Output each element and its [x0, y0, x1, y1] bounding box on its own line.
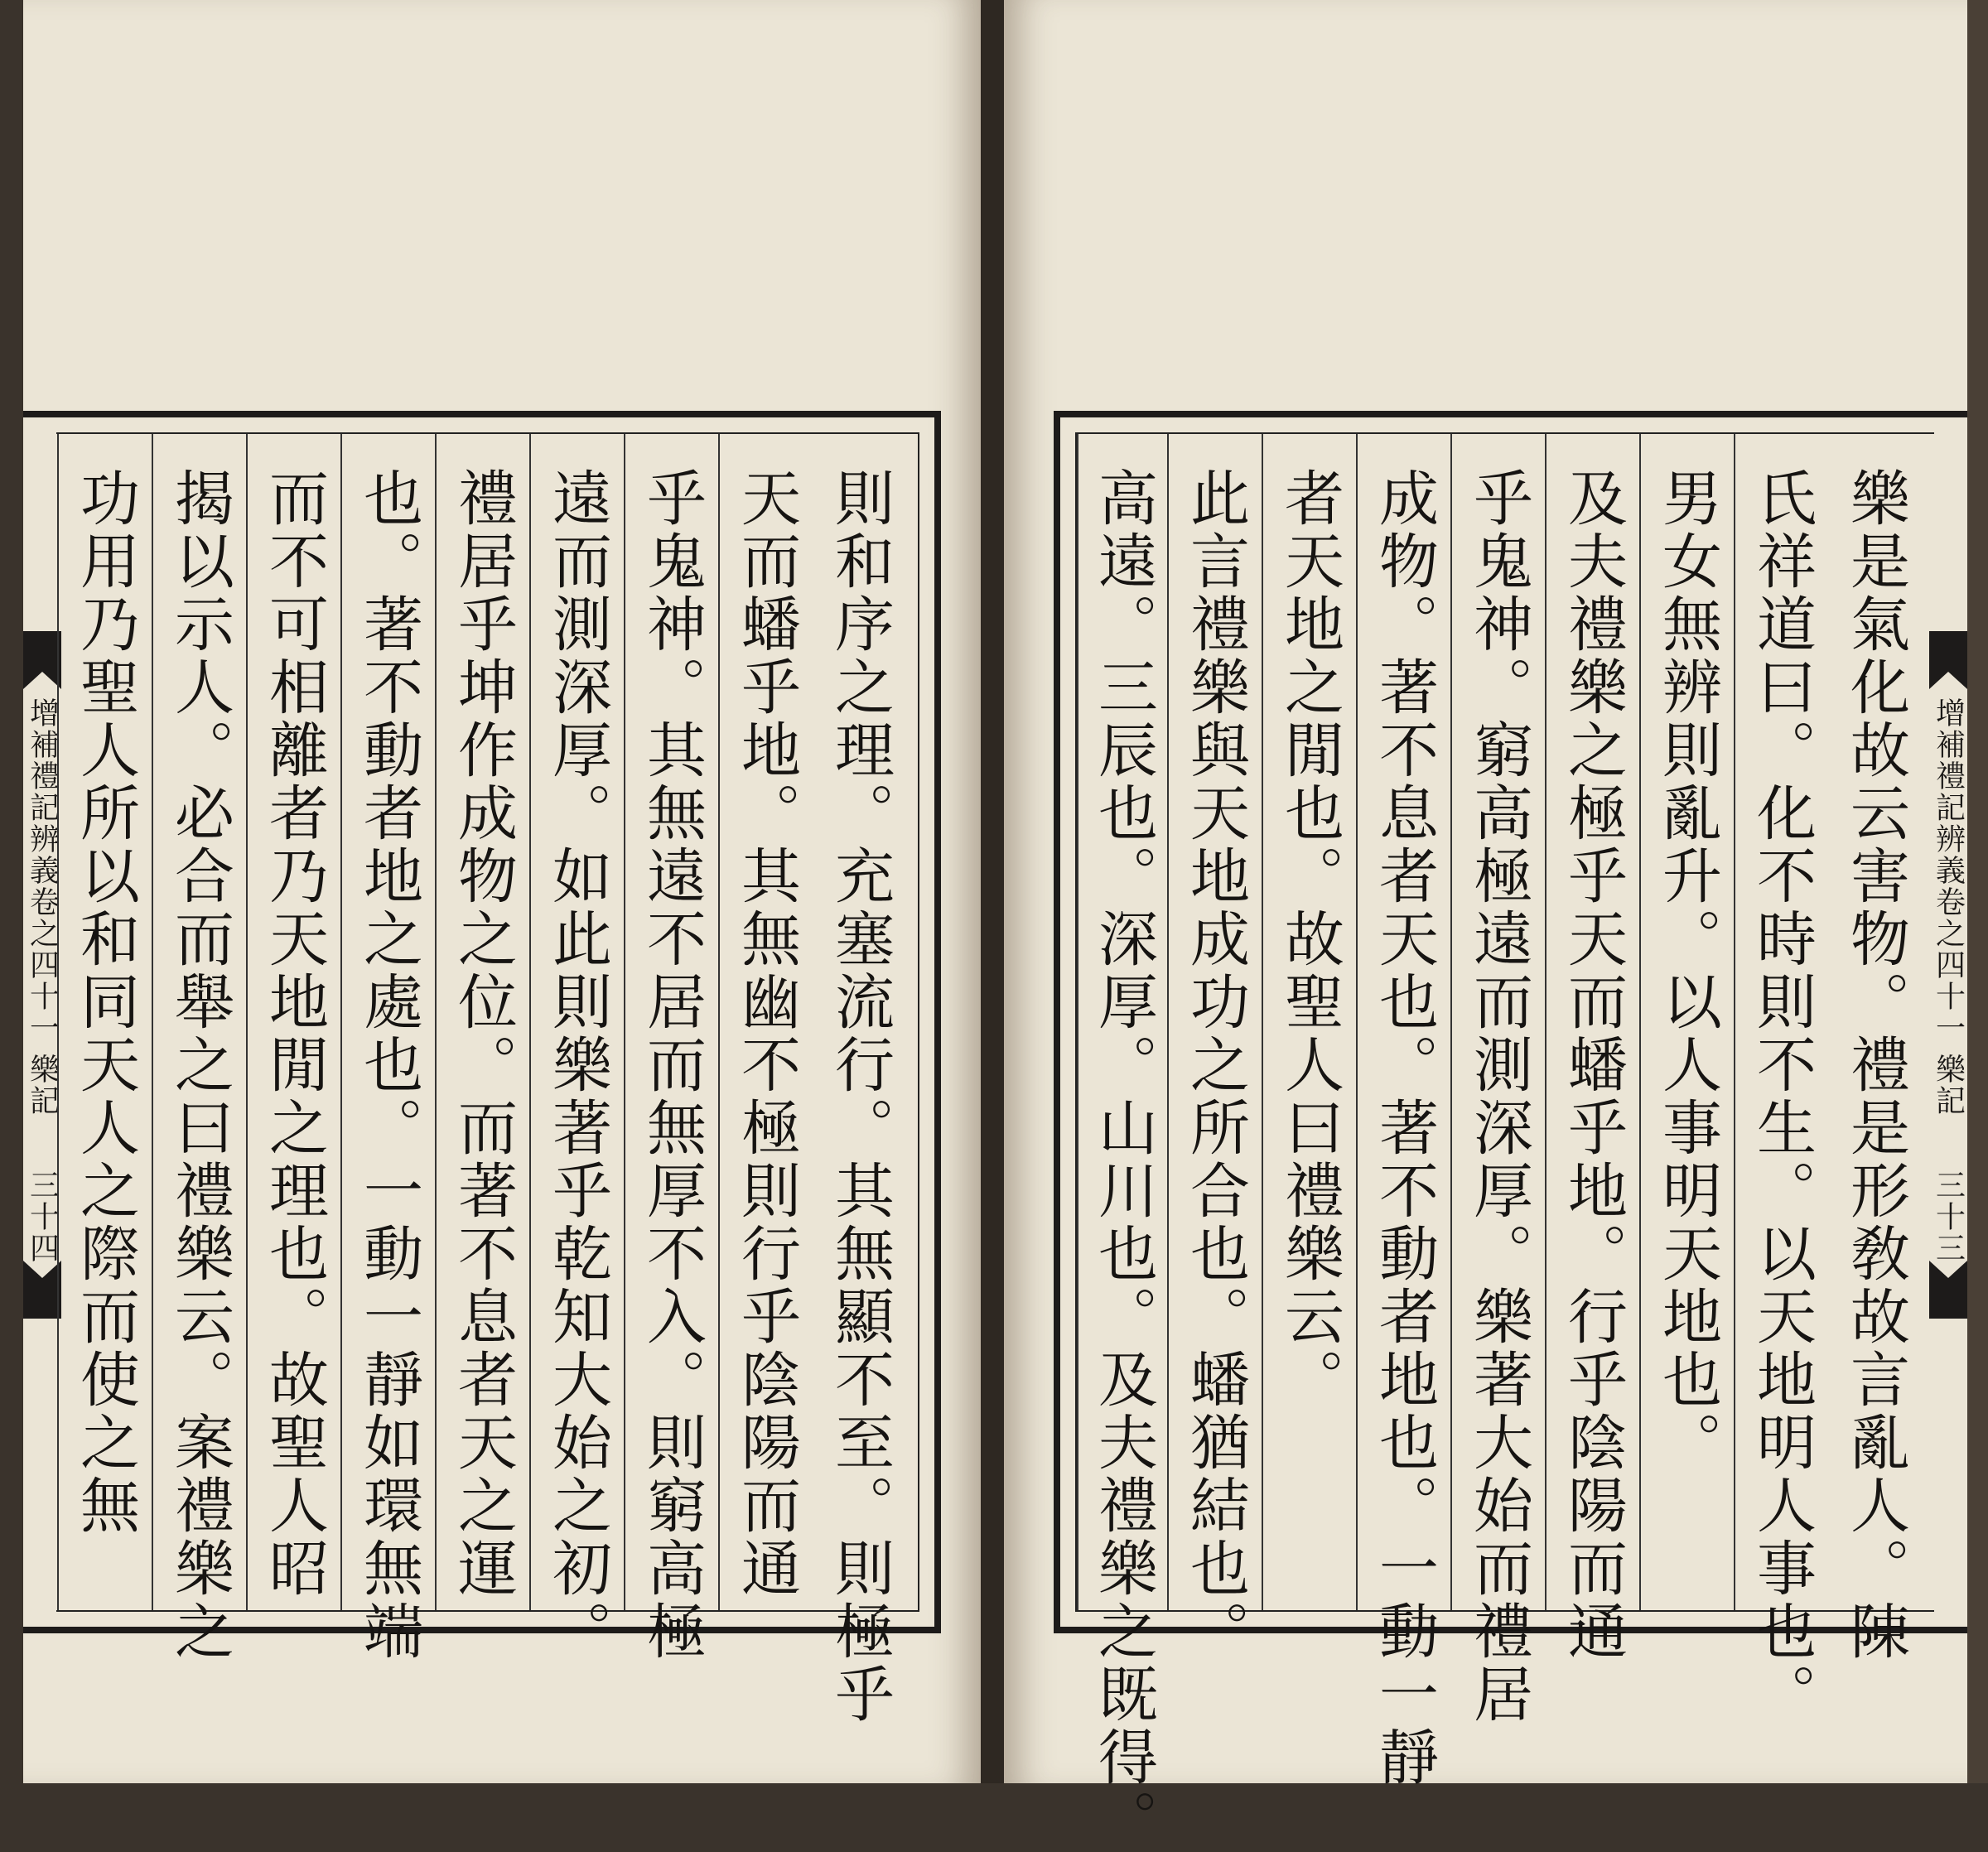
left-column-grid	[56, 432, 919, 1726]
book-edge	[1967, 0, 1988, 1783]
text-column: 揭以示人。必合而舉之曰禮樂云。案禮樂之	[152, 434, 246, 1610]
right-column-grid	[1075, 432, 1934, 1852]
left-margin-section: 樂記	[25, 1054, 60, 1117]
text-column: 也。著不動者地之處也。一動一靜如環無端	[340, 434, 435, 1610]
text-column: 乎鬼神。其無遠不居而無厚不入。則窮高極	[624, 434, 718, 1610]
text-column: 男女無辨則亂升。以人事明天地也。	[1639, 434, 1734, 1610]
right-center-margin	[1929, 424, 1967, 1620]
text-column: 禮居乎坤作成物之位。而著不息者天之運	[435, 434, 529, 1610]
book-gutter	[981, 0, 1004, 1783]
text-column: 成物。著不息者天也。著不動者地也。一動一靜	[1356, 434, 1450, 1610]
text-column: 而不可相離者乃天地閒之理也。故聖人昭	[246, 434, 340, 1610]
text-column: 高遠。三辰也。深厚。山川也。及夫禮樂之既得。	[1077, 434, 1168, 1610]
text-column: 功用乃聖人所以和同天人之際而使之無	[57, 434, 152, 1610]
right-text-frame	[1054, 411, 1967, 1852]
text-column: 者天地之閒也。故聖人曰禮樂云。	[1262, 434, 1356, 1610]
right-margin-title: 增補禮記辨義卷之四十一	[1931, 697, 1966, 1044]
text-column: 遠而測深厚。如此則樂著乎乾知大始之初。	[529, 434, 624, 1610]
text-column: 樂是氣化故云害物。禮是形敎故言亂人。陳	[1841, 467, 1910, 1663]
text-column: 則和序之理。充塞流行。其無顯不至。則極乎	[825, 467, 895, 1726]
right-margin-page-number: 三十三	[1931, 1170, 1966, 1264]
fish-tail-ornament-top	[1929, 631, 1967, 689]
text-column: 及夫禮樂之極乎天而蟠乎地。行乎陰陽而通	[1545, 434, 1639, 1610]
left-margin-title: 增補禮記辨義卷之四十一	[25, 697, 60, 1044]
text-column: 乎鬼神。窮高極遠而測深厚。樂著大始而禮居	[1450, 434, 1545, 1610]
right-margin-section: 樂記	[1931, 1054, 1966, 1117]
left-margin-page-number: 三十四	[25, 1170, 60, 1264]
left-text-frame	[23, 411, 941, 1726]
text-column: 天而蟠乎地。其無幽不極則行乎陰陽而通	[718, 434, 813, 1610]
text-column: 此言禮樂與天地成功之所合也。蟠猶結也。	[1167, 434, 1262, 1610]
text-column: 氏祥道曰。化不時則不生。以天地明人事也。	[1734, 434, 1828, 1610]
